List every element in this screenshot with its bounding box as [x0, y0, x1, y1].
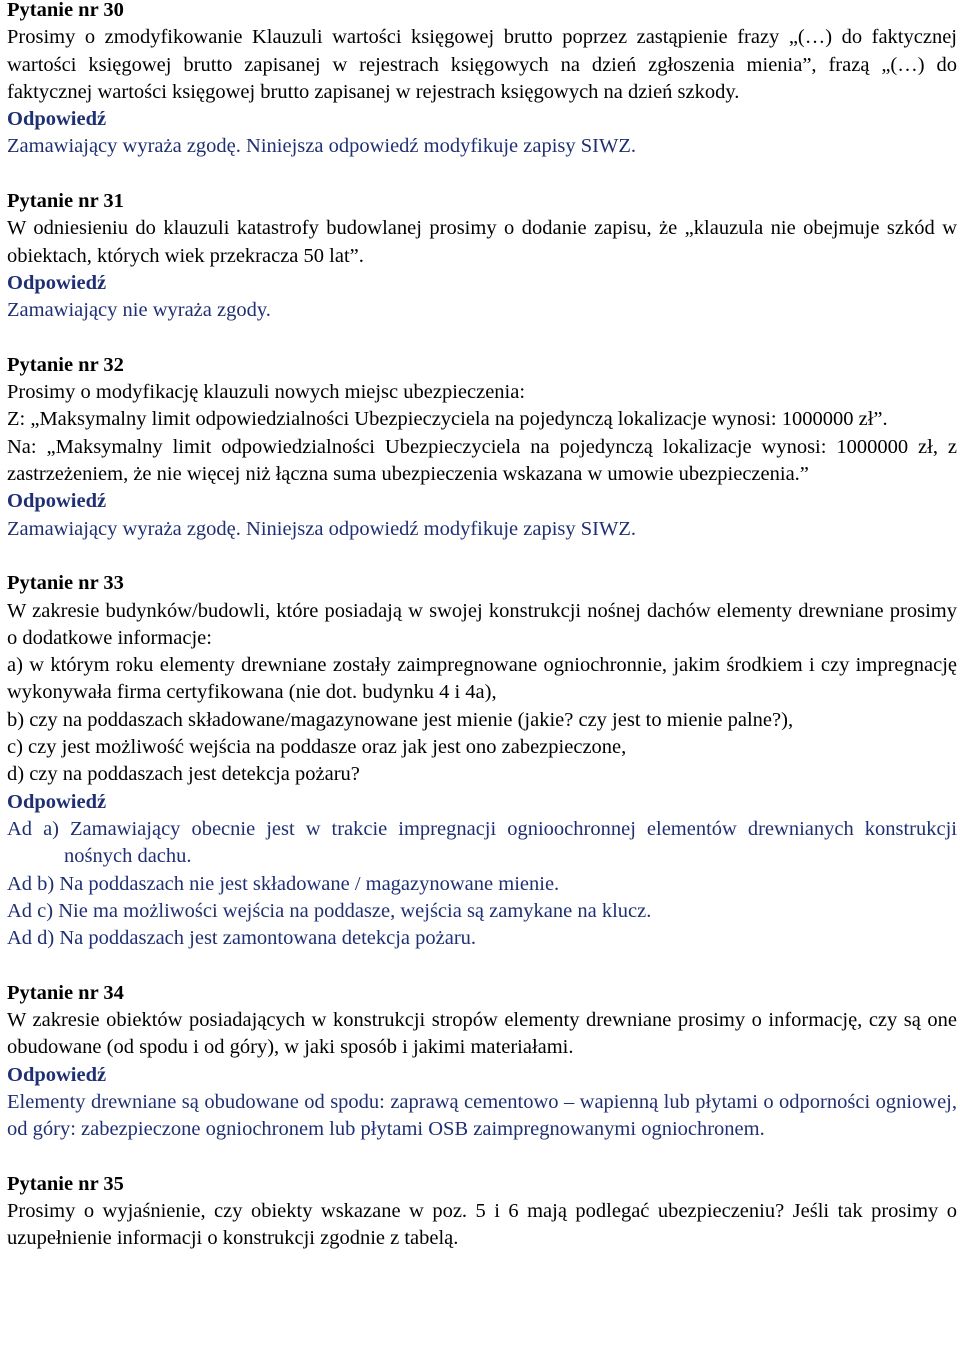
question-item-b: b) czy na poddaszach składowane/magazynowane jest mienie (jakie? czy jest to mienie palne?),	[7, 708, 794, 731]
question-31	[7, 188, 957, 324]
question-34	[7, 980, 957, 1144]
question-text-to: Na: „Maksymalny limit odpowiedzialności Ubezpieczyciela na pojedynczą lokalizacje wynosi: 1000000 zł, z zastrzeżeniem, że nie więcej niż łączna suma ubezpieczenia wskazana w umowie ubezpieczenia.”	[7, 435, 957, 486]
answer-heading: Odpowiedź	[7, 271, 107, 294]
question-text: Prosimy o wyjaśnienie, czy obiekty wskazane w poz. 5 i 6 mają podlegać ubezpieczeniu? Jeśli tak prosimy o uzupełnienie informacji o konstrukcji zgodnie z tabelą.	[7, 1200, 957, 1250]
answer-heading: Odpowiedź	[7, 1063, 107, 1086]
answer-heading: Odpowiedź	[7, 108, 107, 131]
question-text-from: Z: „Maksymalny limit odpowiedzialności Ubezpieczyciela na pojedynczą lokalizacje wynosi: 1000000 zł”.	[7, 408, 888, 431]
document-page	[7, 0, 957, 1253]
question-text: Prosimy o modyfikację klauzuli nowych miejsc ubezpieczenia:	[7, 381, 526, 404]
question-title: Pytanie nr 34	[7, 981, 124, 1004]
question-text: Prosimy o zmodyfikowanie Klauzuli wartości księgowej brutto poprzez zastąpienie frazy „(…) do faktycznej wartości księgowej brutto zapisanej w rejestrach księgowych na dzień zgłoszenia mienia”, frazą „(…) do faktycznej wartości księgowej brutto zapisanej w rejestrach księgowych na dzień szkody.	[7, 26, 957, 103]
answer-text: Zamawiający wyraża zgodę. Niniejsza odpowiedź modyfikuje zapisy SIWZ.	[7, 517, 637, 540]
question-item-d: d) czy na poddaszach jest detekcja pożaru?	[7, 763, 360, 786]
answer-heading: Odpowiedź	[7, 790, 107, 813]
answer-item-b: Ad b) Na poddaszach nie jest składowane / magazynowane mienie.	[7, 872, 560, 895]
question-title: Pytanie nr 33	[7, 572, 124, 595]
question-title: Pytanie nr 35	[7, 1172, 124, 1195]
question-item-a: a) w którym roku elementy drewniane zostały zaimpregnowane ogniochronnie, jakim środkiem i czy impregnację wykonywała firma certyfikowana (nie dot. budynku 4 i 4a),	[7, 654, 957, 704]
question-33	[7, 570, 957, 952]
answer-item-c: Ad c) Nie ma możliwości wejścia na poddasze, wejścia są zamykane na klucz.	[7, 899, 652, 922]
answer-item-d: Ad d) Na poddaszach jest zamontowana detekcja pożaru.	[7, 927, 477, 950]
question-35	[7, 1171, 957, 1253]
question-32	[7, 352, 957, 543]
answer-text: Elementy drewniane są obudowane od spodu: zaprawą cementowo – wapienną lub płytami o odporności ogniowej, od góry: zabezpieczone ogniochronem lub płytami OSB zaimpregnowanymi ogniochronem.	[7, 1090, 957, 1141]
question-text: W zakresie budynków/budowli, które posiadają w swojej konstrukcji nośnej dachów elementy drewniane prosimy o dodatkowe informacje:	[7, 599, 957, 649]
question-item-c: c) czy jest możliwość wejścia na poddasze oraz jak jest ono zabezpieczone,	[7, 736, 627, 759]
question-text: W odniesieniu do klauzuli katastrofy budowlanej prosimy o dodanie zapisu, że „klauzula nie obejmuje szkód w obiektach, których wiek przekracza 50 lat”.	[7, 217, 957, 267]
question-title: Pytanie nr 32	[7, 353, 124, 376]
answer-heading: Odpowiedź	[7, 490, 107, 513]
answer-text: Zamawiający nie wyraża zgody.	[7, 299, 271, 322]
answer-item-a: Ad a) Zamawiający obecnie jest w trakcie impregnacji ognioochronnej elementów drewnianych konstrukcji nośnych dachu.	[7, 817, 957, 868]
answer-text: Zamawiający wyraża zgodę. Niniejsza odpowiedź modyfikuje zapisy SIWZ.	[7, 135, 637, 158]
question-title: Pytanie nr 30	[7, 0, 124, 21]
question-title: Pytanie nr 31	[7, 190, 124, 213]
question-text: W zakresie obiektów posiadających w konstrukcji stropów elementy drewniane prosimy o informację, czy są one obudowane (od spodu i od góry), w jaki sposób i jakimi materiałami.	[7, 1008, 957, 1059]
question-30	[7, 0, 957, 161]
